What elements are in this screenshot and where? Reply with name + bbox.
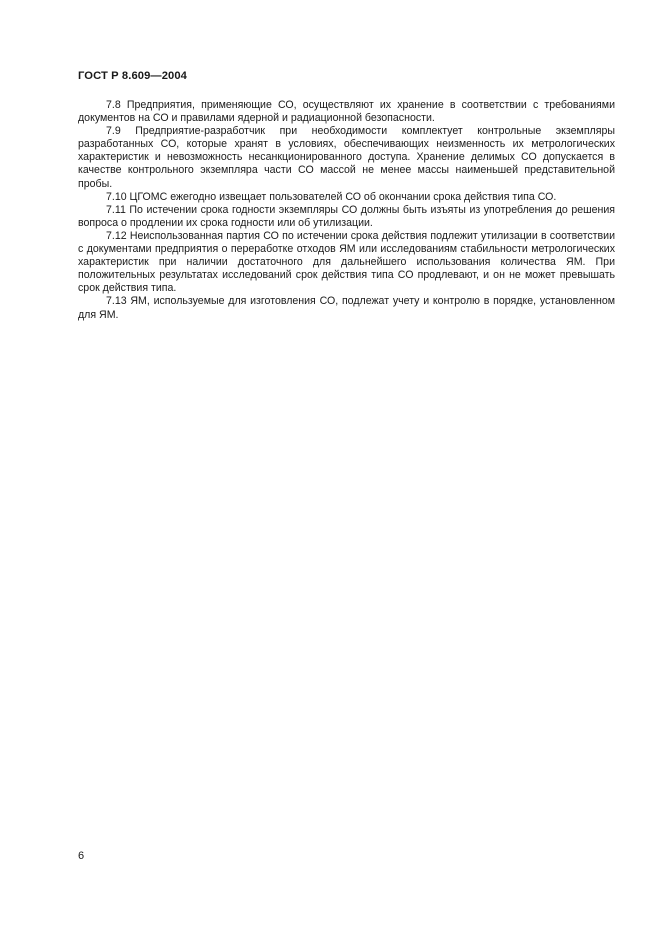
paragraph-7-10: 7.10 ЦГОМС ежегодно извещает пользователей СО об окончании срока действия типа СО. xyxy=(106,190,557,203)
paragraph-7-11: 7.11 По истечении срока годности экземпляры СО должны быть изъяты из употребления до решения вопроса о продлении их срока годности или об утилизации. xyxy=(78,203,615,229)
document-code-header: ГОСТ Р 8.609—2004 xyxy=(78,70,187,82)
paragraph-7-13: 7.13 ЯМ, используемые для изготовления СО, подлежат учету и контролю в порядке, установленном для ЯМ. xyxy=(78,295,615,321)
page-number: 6 xyxy=(78,850,85,862)
document-body xyxy=(78,99,615,322)
paragraph-7-9: 7.9 Предприятие-разработчик при необходимости комплектует контрольные экземпляры разработанных СО, которые хранят в условиях, обеспечивающих неизменность их метрологических характеристик и невозможность несанкционированного доступа. Хранение делимых СО допускается в качестве контрольного экземпляра части СО массой не менее массы наименьшей представительной пробы. xyxy=(78,125,615,190)
paragraph-7-12: 7.12 Неиспользованная партия СО по истечении срока действия подлежит утилизации в соответствии с документами предприятия о переработке отходов ЯМ или исследованиям стабильности метрологических характеристик при наличии достаточного для дальнейшего использования количества ЯМ. При положительных результатах исследований срок действия типа СО продлевают, и он не может превышать срок действия типа. xyxy=(78,229,615,295)
paragraph-7-8: 7.8 Предприятия, применяющие СО, осуществляют их хранение в соответствии с требованиями документов на СО и правилами ядерной и радиационной безопасности. xyxy=(78,99,615,125)
